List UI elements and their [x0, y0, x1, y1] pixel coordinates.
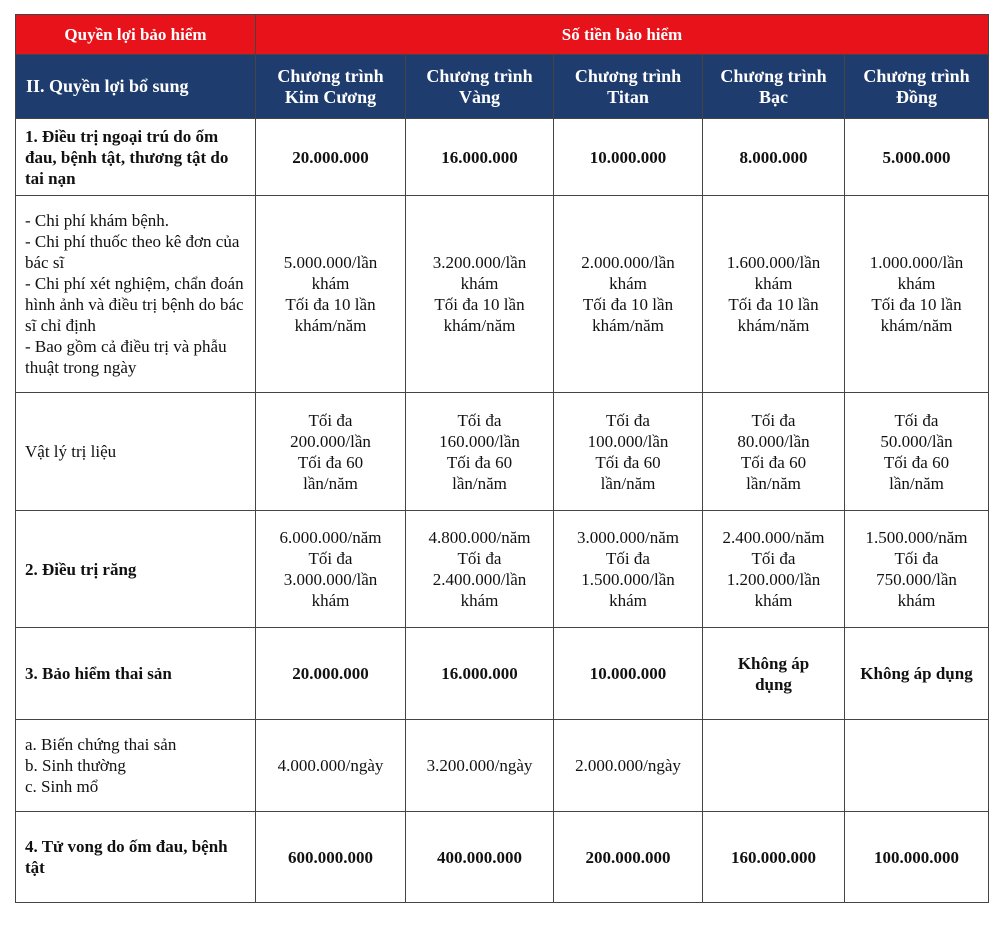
- value-kim-cuong: 20.000.000: [256, 119, 406, 196]
- value-titan: 3.000.000/năm Tối đa 1.500.000/lần khám: [554, 511, 703, 628]
- table-row-physiotherapy: [16, 393, 989, 511]
- value-dong: 5.000.000: [845, 119, 989, 196]
- value-dong: 1.000.000/lần khám Tối đa 10 lần khám/năm: [845, 196, 989, 393]
- value-vang: Tối đa 160.000/lần Tối đa 60 lần/năm: [406, 393, 554, 511]
- value-kim-cuong: Tối đa 200.000/lần Tối đa 60 lần/năm: [256, 393, 406, 511]
- value-vang: 3.200.000/ngày: [406, 720, 554, 812]
- value-dong: Không áp dụng: [845, 628, 989, 720]
- row-label: Vật lý trị liệu: [16, 393, 256, 511]
- table-row-maternity-details: [16, 720, 989, 812]
- value-dong: 1.500.000/năm Tối đa 750.000/lần khám: [845, 511, 989, 628]
- header-benefit: Quyền lợi bảo hiểm: [16, 15, 256, 55]
- header-program-kim-cuong: Chương trình Kim Cương: [256, 55, 406, 119]
- row-label: 3. Bảo hiểm thai sản: [16, 628, 256, 720]
- table-row-maternity: [16, 628, 989, 720]
- value-kim-cuong: 6.000.000/năm Tối đa 3.000.000/lần khám: [256, 511, 406, 628]
- value-bac: 1.600.000/lần khám Tối đa 10 lần khám/năm: [703, 196, 845, 393]
- header-section: II. Quyền lợi bổ sung: [16, 55, 256, 119]
- header-program-vang: Chương trình Vàng: [406, 55, 554, 119]
- table-row-outpatient: [16, 119, 989, 196]
- header-program-bac: Chương trình Bạc: [703, 55, 845, 119]
- value-kim-cuong: 20.000.000: [256, 628, 406, 720]
- value-vang: 3.200.000/lần khám Tối đa 10 lần khám/năm: [406, 196, 554, 393]
- row-label: 1. Điều trị ngoại trú do ốm đau, bệnh tật, thương tật do tai nạn: [16, 119, 256, 196]
- value-bac: 160.000.000: [703, 812, 845, 903]
- table-row-death: [16, 812, 989, 903]
- header-row-top: [16, 15, 989, 55]
- value-dong: [845, 720, 989, 812]
- value-dong: Tối đa 50.000/lần Tối đa 60 lần/năm: [845, 393, 989, 511]
- row-label: 2. Điều trị răng: [16, 511, 256, 628]
- header-row-programs: [16, 55, 989, 119]
- value-titan: 2.000.000/lần khám Tối đa 10 lần khám/năm: [554, 196, 703, 393]
- value-bac: Tối đa 80.000/lần Tối đa 60 lần/năm: [703, 393, 845, 511]
- value-bac: Không áp dụng: [703, 628, 845, 720]
- value-dong: 100.000.000: [845, 812, 989, 903]
- row-label: - Chi phí khám bệnh. - Chi phí thuốc theo kê đơn của bác sĩ - Chi phí xét nghiệm, chẩn đoán hình ảnh và điều trị bệnh do bác sĩ chỉ định - Bao gồm cả điều trị và phẫu thuật trong ngày: [16, 196, 256, 393]
- row-label: a. Biến chứng thai sản b. Sinh thường c. Sinh mổ: [16, 720, 256, 812]
- header-program-titan: Chương trình Titan: [554, 55, 703, 119]
- value-kim-cuong: 4.000.000/ngày: [256, 720, 406, 812]
- value-bac: 2.400.000/năm Tối đa 1.200.000/lần khám: [703, 511, 845, 628]
- header-program-dong: Chương trình Đồng: [845, 55, 989, 119]
- table-row-dental: [16, 511, 989, 628]
- value-vang: 16.000.000: [406, 628, 554, 720]
- value-titan: 10.000.000: [554, 628, 703, 720]
- value-vang: 16.000.000: [406, 119, 554, 196]
- value-bac: [703, 720, 845, 812]
- value-titan: 200.000.000: [554, 812, 703, 903]
- value-titan: 10.000.000: [554, 119, 703, 196]
- value-titan: Tối đa 100.000/lần Tối đa 60 lần/năm: [554, 393, 703, 511]
- row-label: 4. Tử vong do ốm đau, bệnh tật: [16, 812, 256, 903]
- value-bac: 8.000.000: [703, 119, 845, 196]
- value-kim-cuong: 600.000.000: [256, 812, 406, 903]
- value-kim-cuong: 5.000.000/lần khám Tối đa 10 lần khám/năm: [256, 196, 406, 393]
- insurance-benefits-table: [15, 14, 989, 903]
- value-titan: 2.000.000/ngày: [554, 720, 703, 812]
- header-amount: Số tiền bảo hiểm: [256, 15, 989, 55]
- value-vang: 4.800.000/năm Tối đa 2.400.000/lần khám: [406, 511, 554, 628]
- value-vang: 400.000.000: [406, 812, 554, 903]
- table-row-outpatient-details: [16, 196, 989, 393]
